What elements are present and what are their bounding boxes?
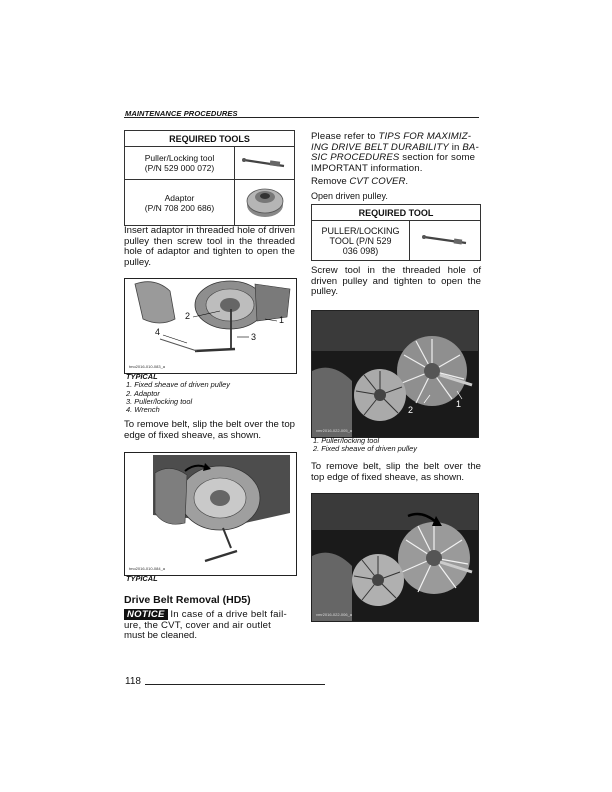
tool-part-number: (P/N 708 200 686): [144, 202, 215, 213]
figure-caption: [313, 437, 481, 454]
figure-adaptor-installation: [124, 278, 297, 374]
caption-item: 2. Fixed sheave of driven pulley: [313, 444, 417, 454]
instruction-paragraph: Insert adaptor in threaded hole of driven pulley then screw tool in the threaded hole of adaptor and tighten to open the pulley.: [124, 225, 295, 268]
tools-table-header: REQUIRED TOOLS: [125, 131, 295, 147]
tool-name: 036 098): [342, 245, 379, 256]
pulley-illustration: [125, 279, 296, 373]
belt-removal-illustration: [125, 453, 296, 575]
instruction-line: Open driven pulley.: [311, 191, 388, 201]
caption-item: 3. Puller/locking tool: [126, 396, 193, 406]
text: in: [451, 141, 460, 153]
figure-puller-installation: [311, 310, 479, 438]
caption-item: 4. Wrench: [126, 405, 160, 415]
tool-name-cell: [125, 147, 235, 180]
link-cvt-cover[interactable]: CVT COVER: [349, 176, 406, 187]
figure-belt-removal: [311, 493, 479, 622]
link-basic-procedures[interactable]: BA-: [462, 141, 479, 153]
tool-part-number: (P/N 529 000 072): [144, 163, 215, 173]
pulley-puller-illustration: [312, 311, 478, 437]
caption-item: 2. Adaptor: [126, 388, 160, 398]
instruction-paragraph: To remove belt, slip the belt over the top edge of fixed sheave, as shown.: [311, 461, 481, 483]
callout-3: 3: [251, 332, 257, 342]
tool-table-header: REQUIRED TOOL: [312, 205, 481, 221]
header-divider: [124, 117, 479, 118]
puller-tool-icon: [410, 221, 481, 261]
callout-2: 2: [185, 311, 191, 321]
tool-name: PULLER/LOCKING: [321, 225, 400, 236]
callout-1: 1: [456, 399, 462, 409]
link-tips-drive-belt[interactable]: ING DRIVE BELT DURABILITY: [311, 141, 449, 153]
required-tool-table: [311, 204, 481, 261]
text: Remove: [311, 176, 347, 187]
footer-divider: [145, 684, 325, 685]
instruction-line: [311, 177, 408, 188]
figure-caption: [126, 373, 296, 414]
text: Please refer to: [311, 131, 376, 142]
text: section for some: [402, 152, 476, 164]
notice-text-line: In case of a drive belt fail-: [170, 609, 287, 620]
link-tips-drive-belt[interactable]: TIPS FOR MAXIMIZ-: [378, 131, 472, 142]
figure-belt-removal: [124, 452, 297, 576]
figure-id: tmo2016-010-083_a: [129, 364, 166, 369]
required-tools-table: [124, 130, 295, 226]
notice-badge: NOTICE: [124, 609, 168, 620]
tool-name-cell: [312, 221, 410, 261]
link-basic-procedures[interactable]: SIC PROCEDURES: [311, 152, 400, 164]
tool-name-cell: [125, 180, 235, 226]
figure-id: tmo2016-010-084_a: [129, 566, 166, 571]
page-number: 118: [125, 676, 141, 687]
section-title: MAINTENANCE PROCEDURES: [125, 109, 238, 118]
instruction-paragraph: To remove belt, slip the belt over the top edge of fixed sheave, as shown.: [124, 419, 295, 441]
callout-2: 2: [408, 405, 414, 415]
belt-removal-illustration: [312, 494, 478, 621]
adaptor-icon: [235, 180, 295, 226]
caption-item: 1. Puller/locking tool: [313, 436, 380, 445]
notice-block: [124, 610, 296, 642]
section-heading: Drive Belt Removal (HD5): [124, 594, 251, 606]
figure-caption: TYPICAL: [126, 574, 158, 583]
text: .: [405, 176, 409, 187]
tool-name: TOOL (P/N 529: [329, 235, 392, 246]
notice-text-line: ure, the CVT, cover and air outlet: [124, 619, 272, 631]
caption-heading: TYPICAL: [126, 372, 158, 381]
caption-item: 1. Fixed sheave of driven pulley: [126, 380, 230, 390]
tool-name: Puller/Locking tool: [144, 153, 215, 163]
callout-1: 1: [279, 315, 285, 325]
callout-4: 4: [155, 327, 161, 337]
instruction-paragraph: Screw tool in the threaded hole of driven pulley and tighten to open the pulley.: [311, 265, 481, 298]
notice-text-line: must be cleaned.: [124, 630, 198, 642]
reference-paragraph: [311, 132, 481, 174]
figure-id: vmr2016-022-005_a: [316, 428, 353, 433]
puller-tool-icon: [235, 147, 295, 180]
figure-id: vmr2016-022-006_a: [316, 612, 353, 617]
tool-name: Adaptor: [164, 192, 195, 203]
text: IMPORTANT information.: [311, 162, 423, 174]
